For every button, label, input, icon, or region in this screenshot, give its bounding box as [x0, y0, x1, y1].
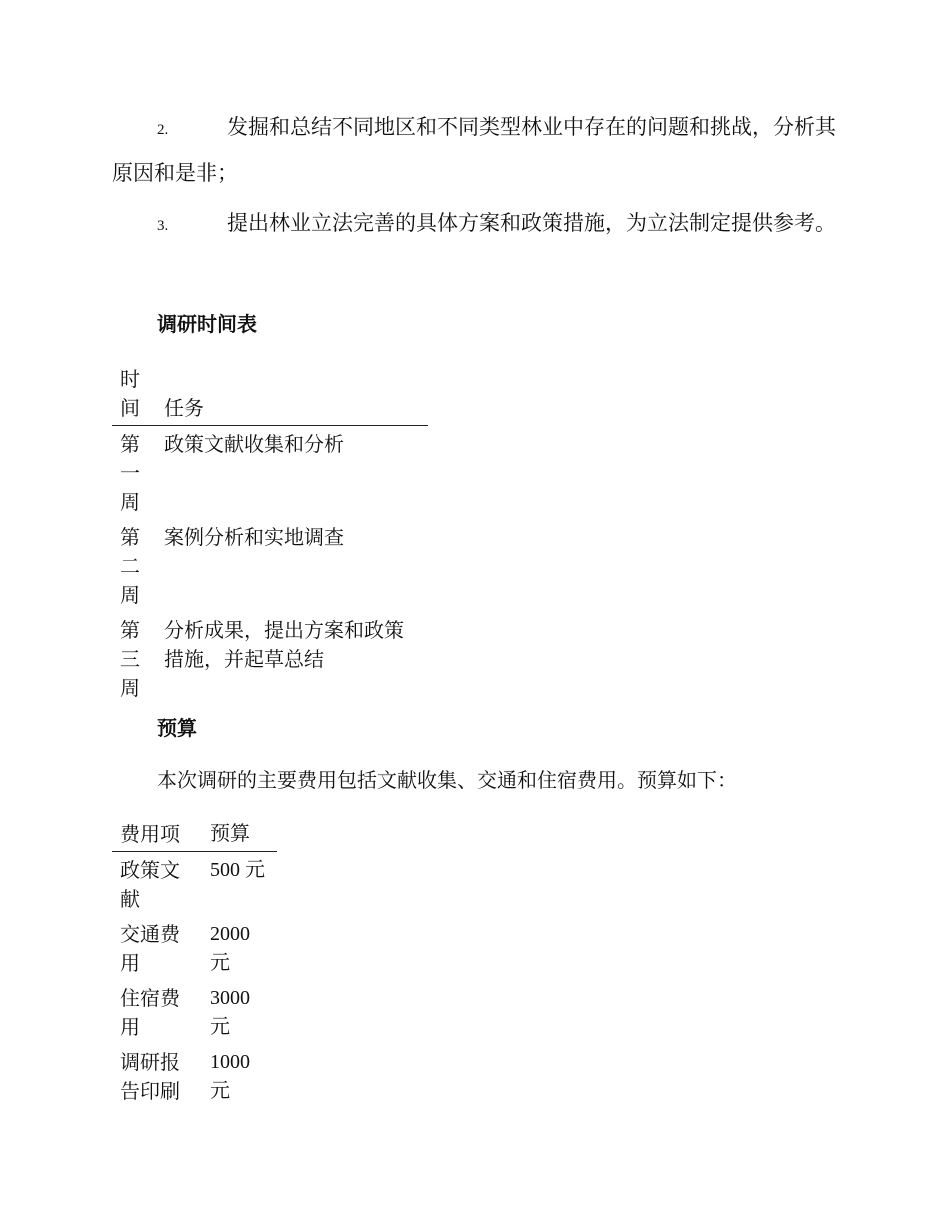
schedule-heading: 调研时间表 — [157, 312, 257, 336]
table-header-row — [112, 365, 428, 426]
table-row — [112, 426, 428, 520]
cell-time: 第三周 — [120, 618, 140, 700]
list-text: 提出林业立法完善的具体方案和政策措施，为立法制定提供参考。 — [227, 211, 836, 235]
table-row — [112, 916, 277, 980]
cell-amount: 500 元 — [210, 859, 265, 881]
budget-table — [112, 820, 277, 1108]
cell-amount: 1000 元 — [210, 1051, 250, 1102]
budget-heading: 预算 — [157, 716, 197, 740]
cell-item: 住宿费用 — [120, 986, 180, 1039]
list-number: 2. — [157, 122, 169, 138]
cell-amount: 2000 元 — [210, 923, 250, 974]
cell-amount: 3000 元 — [210, 987, 250, 1038]
table-row — [112, 1044, 277, 1108]
schedule-table — [112, 365, 428, 705]
cell-item: 交通费用 — [120, 922, 180, 975]
table-header-row — [112, 820, 277, 852]
table-row — [112, 980, 277, 1044]
list-item — [112, 202, 837, 248]
table-row — [112, 852, 277, 917]
cell-time: 第二周 — [120, 525, 140, 607]
cell-item: 调研报告印刷 — [120, 1050, 180, 1103]
column-header-item: 费用项 — [120, 822, 180, 846]
table-row — [112, 519, 428, 612]
cell-task: 案例分析和实地调查 — [164, 525, 344, 549]
cell-task: 分析成果，提出方案和政策措施，并起草总结 — [164, 618, 404, 671]
column-header-time: 时间 — [120, 367, 140, 420]
list-number: 3. — [157, 218, 169, 234]
cell-item: 政策文献 — [120, 858, 180, 911]
table-row — [112, 612, 428, 705]
cell-task: 政策文献收集和分析 — [164, 432, 344, 456]
budget-intro: 本次调研的主要费用包括文献收集、交通和住宿费用。预算如下： — [157, 768, 737, 792]
list-item — [112, 106, 837, 195]
list-text: 发掘和总结不同地区和不同类型林业中存在的问题和挑战，分析其原因和是非； — [112, 115, 836, 185]
column-header-amount: 预算 — [210, 823, 250, 845]
cell-time: 第一周 — [120, 432, 140, 514]
column-header-task: 任务 — [164, 396, 204, 420]
